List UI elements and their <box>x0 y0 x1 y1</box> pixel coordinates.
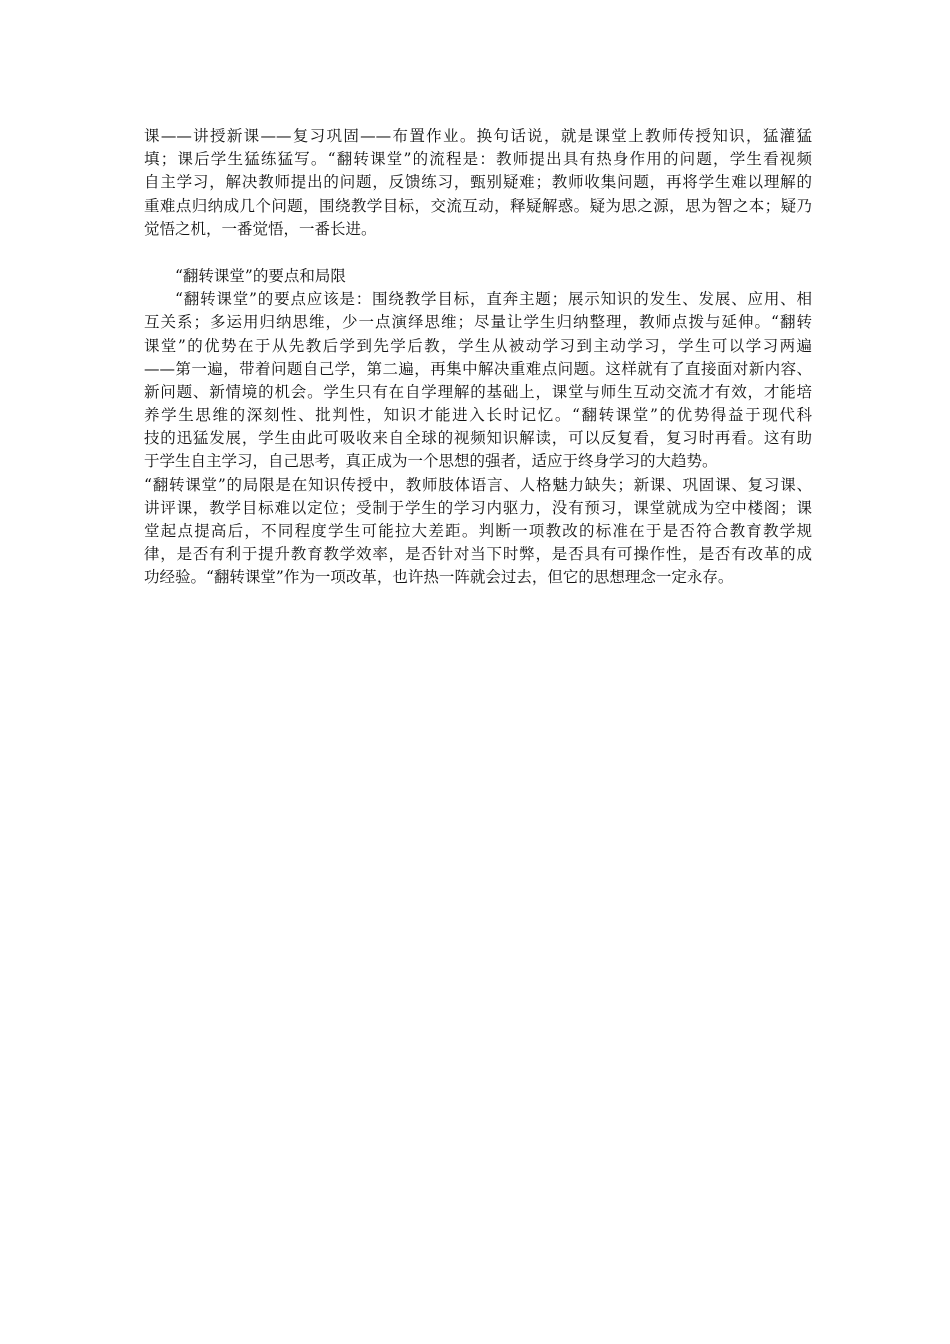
text-line: 填；课后学生猛练猛写。“翻转课堂”的流程是：教师提出具有热身作用的问题，学生看视频 <box>144 150 812 169</box>
text-line: 堂起点提高后，不同程度学生可能拉大差距。判断一项教改的标准在于是否符合教育教学规 <box>144 522 812 540</box>
text-line: 觉悟之机，一番觉悟，一番长进。 <box>144 219 377 238</box>
text-line: 于学生自主学习，自己思考，真正成为一个思想的强者，适应于终身学习的大趋势。 <box>144 452 718 471</box>
text-line: 功经验。“翻转课堂”作为一项改革，也许热一阵就会过去，但它的思想理念一定永存。 <box>144 568 734 587</box>
text-line: 新问题、新情境的机会。学生只有在自学理解的基础上，课堂与师生互动交流才有效，才能培 <box>144 382 812 401</box>
text-line: 养学生思维的深刻性、批判性，知识才能进入长时记忆。“翻转课堂”的优势得益于现代科 <box>144 406 812 425</box>
text-line: 技的迅猛发展，学生由此可吸收来自全球的视频知识解读，可以反复看，复习时再看。这有助 <box>144 429 812 448</box>
text-line: 课堂”的优势在于从先教后学到先学后教，学生从被动学习到主动学习，学生可以学习两遍 <box>144 336 812 355</box>
document-body <box>144 125 812 590</box>
text-line: 互关系；多运用归纳思维，少一点演绎思维；尽量让学生归纳整理，教师点拨与延伸。“翻转 <box>144 313 812 332</box>
text-line: 自主学习，解决教师提出的问题，反馈练习，甄别疑难；教师收集问题，再将学生难以理解的 <box>144 173 812 192</box>
paragraph-limitations <box>144 474 812 590</box>
paragraph-key-points <box>144 288 812 474</box>
text-line: 讲评课，教学目标难以定位；受制于学生的学习内驱力，没有预习，课堂就成为空中楼阁；课 <box>144 498 812 517</box>
text-line: “翻转课堂”的要点应该是：围绕教学目标，直奔主题；展示知识的发生、发展、应用、相 <box>175 290 812 309</box>
text-line: 重难点归纳成几个问题，围绕教学目标，交流互动，释疑解惑。疑为思之源，思为智之本；疑乃 <box>144 196 812 215</box>
paragraph-spacer <box>144 241 812 265</box>
text-line: ——第一遍，带着问题自己学，第二遍，再集中解决重难点问题。这样就有了直接面对新内容、 <box>144 359 812 378</box>
section-heading: “翻转课堂”的要点和局限 <box>175 266 346 285</box>
text-line: 课——讲授新课——复习巩固——布置作业。换句话说，就是课堂上教师传授知识，猛灌猛 <box>144 127 812 145</box>
text-line: “翻转课堂”的局限是在知识传授中，教师肢体语言、人格魅力缺失；新课、巩固课、复习课、 <box>144 475 812 494</box>
text-line: 律，是否有利于提升教育教学效率，是否针对当下时弊，是否具有可操作性，是否有改革的成 <box>144 545 812 564</box>
paragraph-process <box>144 125 812 241</box>
